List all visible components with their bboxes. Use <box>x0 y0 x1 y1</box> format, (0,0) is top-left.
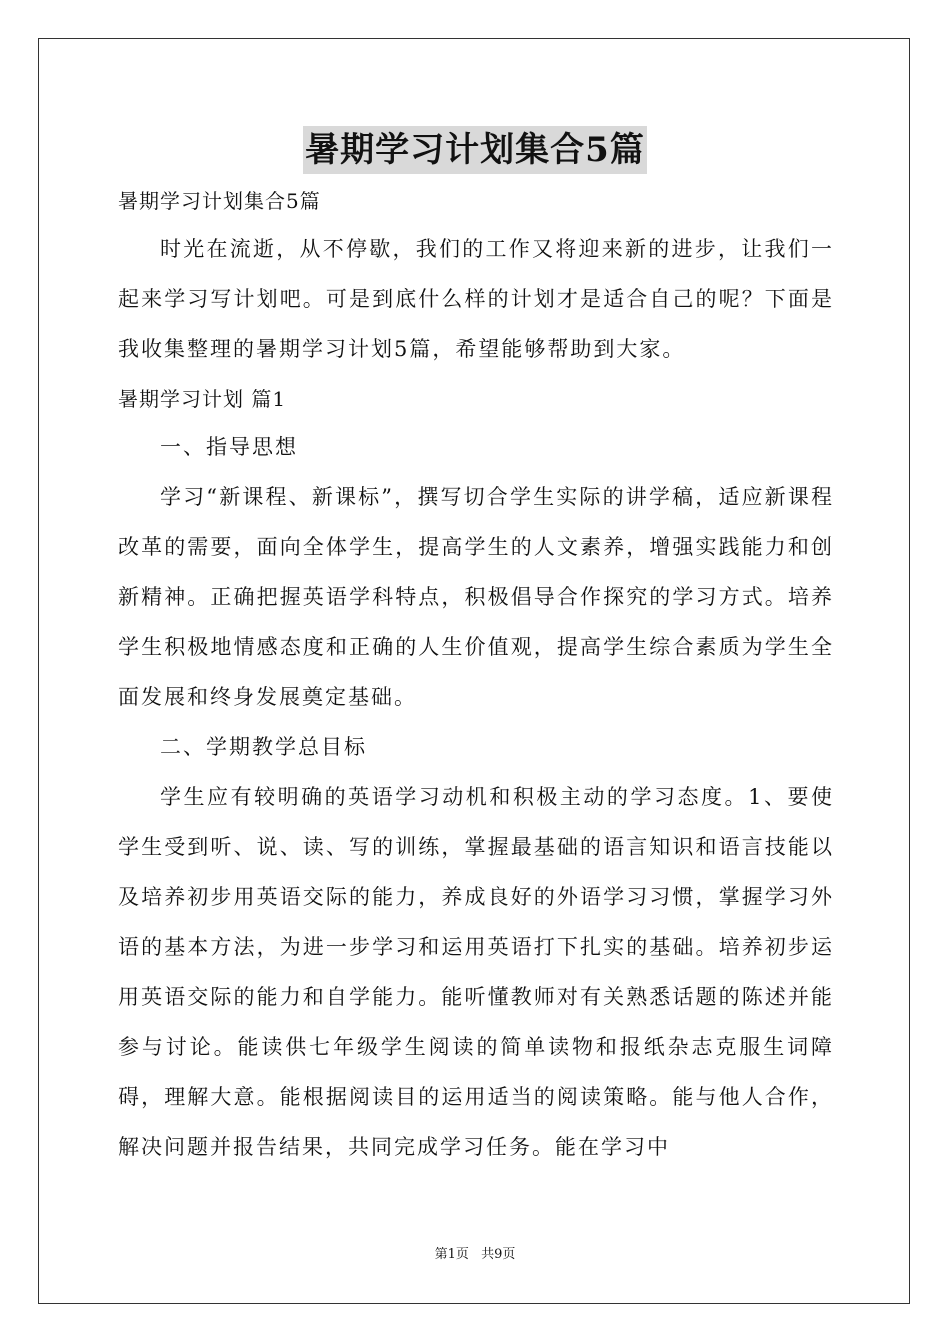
document-title: 暑期学习计划集合5篇 <box>303 126 647 174</box>
part1-paragraph: 学习“新课程、新课标”，撰写切合学生实际的讲学稿，适应新课程改革的需要，面向全体学生，提高学生的人文素养，增强实践能力和创新精神。正确把握英语学科特点，积极倡导合作探究的学习方式。培养学生积极地情感态度和正确的人生价值观，提高学生综合素质为学生全面发展和终身发展奠定基础。 <box>118 485 834 709</box>
document-body <box>118 178 834 1172</box>
page-total: 共9页 <box>481 1247 516 1262</box>
title-container <box>0 126 950 174</box>
part2-paragraph: 学生应有较明确的英语学习动机和积极主动的学习态度。1、要使学生受到听、说、读、写的训练，掌握最基础的语言知识和语言技能以及培养初步用英语交际的能力，养成良好的外语学习习惯，掌握学习外语的基本方法，为进一步学习和运用英语打下扎实的基础。培养初步运用英语交际的能力和自学能力。能听懂教师对有关熟悉话题的陈述并能参与讨论。能读供七年级学生阅读的简单读物和报纸杂志克服生词障碍，理解大意。能根据阅读目的运用适当的阅读策略。能与他人合作，解决问题并报告结果，共同完成学习任务。能在学习中 <box>118 785 834 1159</box>
subtitle-line: 暑期学习计划集合5篇 <box>118 189 321 213</box>
part2-heading: 二、学期教学总目标 <box>160 735 367 759</box>
part1-heading: 一、指导思想 <box>160 435 298 459</box>
page-number: 第1页 <box>434 1247 469 1262</box>
intro-paragraph: 时光在流逝，从不停歇，我们的工作又将迎来新的进步，让我们一起来学习写计划吧。可是到底什么样的计划才是适合自己的呢？下面是我收集整理的暑期学习计划5篇，希望能够帮助到大家。 <box>118 237 834 361</box>
page-footer <box>0 1246 950 1264</box>
section-heading: 暑期学习计划 篇1 <box>118 387 287 411</box>
